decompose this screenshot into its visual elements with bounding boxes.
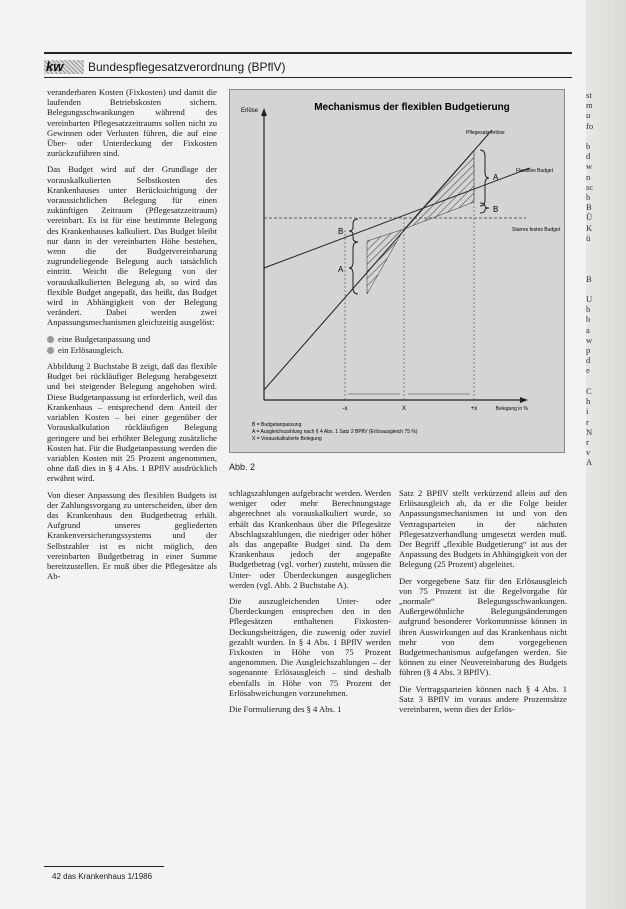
budget-mechanism-diagram [230, 90, 564, 452]
paragraph: Die Formulierung des § 4 Abs. 1 [229, 704, 342, 715]
x-axis-label: Belegung in % [495, 406, 528, 412]
right-column [399, 488, 567, 720]
legend-item: A = Ausgleichszahlung nach § 4 Abs. 1 Satz 2 BPflV (Erlösausgleich 75 %) [252, 429, 418, 435]
paragraph: Die Vertragsparteien können nach § 4 Abs. 1 Satz 3 BPflV im voraus andere Prozentsätze vereinbaren, wenn dies der Erlös- [399, 683, 567, 715]
bullet-item: ein Erlösausgleich. [47, 345, 217, 355]
adjacent-page-line [586, 243, 612, 253]
adjacent-page-line: b [586, 314, 591, 325]
label-pflegesatzerloese: Pflegesatz-erlöse [466, 130, 505, 136]
adjacent-page-text [586, 90, 612, 468]
adjacent-page-line [586, 284, 612, 294]
paragraph: schlagszahlungen aufgebracht werden. Werden weniger oder mehr Berechnungstage abgerechnet als vorauskalkuliert wurde, so erhält das Krankenhaus über die Pflegesätze Abschlagszahlungen, die niedriger oder höher als das angepaßte Budget sind. Da dem Krankenhaus jedoch der angepaßte Budgetbetrag (vgl. vorher) zusteht, müssen die Unter- oder Überdeckungen ausgeglichen werden (vgl. Abb. 2 Buchstabe A). [229, 488, 391, 590]
paragraph: Abbildung 2 Buchstabe B zeigt, daß das flexible Budget bei rückläufiger Belegung herabgesetzt und bei steigender Belegung angehoben wird. Diese Budgetanpassung ist erforderlich, weil das Krankenhaus – entsprechend dem Anteil der variablen Kosten – bei einer gegenüber der Vorauskalkulation rückläufigen Belegung geringere und bei erhöhter Belegung zusätzliche Kosten hat. Für die Budgetanpassung werden die variablen Kosten mit 25 Prozent angenommen, ohne daß dies in § 4 Abs. 1 BPflV ausdrücklich erwähnt wird. [47, 361, 217, 484]
adjacent-page-line: b [586, 141, 591, 152]
adjacent-page-line: r [586, 436, 589, 447]
label-b-left: B [338, 227, 344, 236]
adjacent-page-line: w [586, 334, 593, 345]
adjacent-page-line: B [586, 202, 592, 213]
adjacent-page-line: st [586, 90, 592, 100]
x-tick-label: X [401, 406, 407, 412]
adjacent-page-line: Ü [586, 212, 593, 223]
left-column [47, 87, 217, 587]
adjacent-page-line: N [586, 426, 593, 437]
middle-column [229, 488, 391, 720]
header-top-rule [44, 52, 572, 54]
label-b-right: B [493, 205, 499, 214]
label-a-left: A [338, 265, 344, 274]
bullet-item: eine Budgetanpassung und [47, 334, 217, 344]
adjacent-page-line: r [586, 416, 589, 427]
header-bottom-rule [44, 77, 572, 78]
label-a-right: A [493, 173, 499, 182]
adjacent-page-line: A [586, 457, 593, 468]
adjacent-page-line: d [586, 355, 591, 366]
adjacent-page-line: b [586, 304, 591, 315]
footer-rule [44, 866, 164, 867]
adjacent-page-line: a [586, 324, 590, 335]
adjacent-page-line: B [586, 273, 592, 284]
adjacent-page-line [586, 376, 612, 386]
bullet-icon [47, 347, 54, 354]
bullet-icon [47, 336, 54, 343]
adjacent-page-line [586, 253, 612, 263]
adjacent-page-line: v [586, 447, 591, 458]
adjacent-page-line: U [586, 294, 593, 305]
page-footer: 42 das Krankenhaus 1/1986 [52, 872, 153, 881]
label-flexibles-budget: Flexibles Budget [516, 168, 553, 174]
header-title: Bundespflegesatzverordnung (BPflV) [88, 60, 286, 74]
adjacent-page-line: d [586, 151, 591, 162]
paragraph: Die auszugleichenden Unter- oder Überdeckungen entsprechen den in den Pflegesätzen enthaltenen Fixkosten-Deckungsbeiträgen, die zuwenig oder zuviel gezahlt wurden. In § 4 Abs. 1 BPflV werden Fixkosten in Höhe von 75 Prozent angenommen. Die Ausgleichszahlungen – der sogenannte Erlösausgleich – sind deshalb ebenfalls in Höhe von 75 Prozent der Erlösabweichungen vorzunehmen. [229, 596, 391, 698]
paragraph: Satz 2 BPflV stellt verkürzend allein auf den Erlösausgleich ab, da er die Folge beider Anpassungsmechanismen ist und von den Vertragsparteien in der nächsten Pflegesatzverhandlung umgesetzt werden muß. Der Begriff „flexible Budgetierung“ ist aus der Anpassung des Budgets in Abhängigkeit von der Belegung (25 Prozent) abgeleitet. [399, 488, 567, 570]
label-starres-budget: Starres festes Budget [512, 227, 561, 233]
diagram-title: Mechanismus der flexiblen Budgetierung [314, 102, 510, 113]
adjacent-page-line: m [586, 100, 593, 111]
figure-caption: Abb. 2 [229, 462, 256, 472]
y-axis-label: Erlöse [240, 108, 258, 114]
adjacent-page-line: i [586, 406, 589, 417]
adjacent-page-line [586, 131, 612, 141]
adjacent-page-line [586, 263, 612, 273]
hatched-area-right [404, 150, 474, 229]
adjacent-page-line: w [586, 161, 593, 172]
paragraph: veranderbaren Kosten (Fixkosten) und damit die laufenden Betriebskosten sichern. Belegungsschwankungen während des vereinbarten Pflegesatzzeitraums sollen nicht zu Gewinnen oder Verlusten führen, die auf eine Über- oder Unterdeckung der Fixkosten zurückzuführen sind. [47, 87, 217, 159]
adjacent-page-line: sc [586, 181, 594, 192]
hatched-area-left [367, 229, 404, 294]
x-tick-label: +x [470, 406, 478, 412]
paragraph: Von dieser Anpassung des flexiblen Budgets ist der Zahlungsvorgang zu unterscheiden, über den das Krankenhaus den Budgetbetrag erhält. Aufgrund unseres gegliederten Krankenversicherungssystems und der Selbstzahler ist es nicht möglich, den vereinbarten Budgetbetrag in einer Summe bereitzustellen. Er muß über die Pflegesätze als Ab- [47, 489, 217, 582]
legend-item: X = Vorauskalkulierte Belegung [252, 436, 322, 442]
figure-2 [229, 89, 565, 453]
adjacent-page-line: n [586, 171, 591, 182]
journal-logo: kw [44, 60, 84, 74]
paragraph: Der vorgegebene Satz für den Erlösausgleich von 75 Prozent ist die Regelvorgabe für „normale“ Belegungsschwankungen. Außergewöhnliche Belegungsänderungen aufgrund besonderer Vorkommnisse können in ihren Auswirkungen auf das Krankenhaus nicht mehr von dem vorgegebenen Budgetmechanismus aufgefangen werden. Sie können zu einer Neuvereinbarung des Budgets führen (§ 4 Abs. 3 BPflV). [399, 575, 567, 678]
adjacent-page-line: C [586, 385, 592, 396]
adjacent-page-line: e [586, 365, 590, 376]
x-tick-label: -x [342, 406, 348, 412]
adjacent-page-line: u [586, 110, 591, 121]
adjacent-page-line: fo [586, 120, 594, 131]
adjacent-page-line: K [586, 222, 593, 233]
adjacent-page-line: p [586, 345, 591, 356]
adjacent-page-line: b [586, 192, 591, 203]
legend-item: B = Budgetanpassung [252, 422, 302, 428]
adjacent-page-line: h [586, 396, 591, 407]
paragraph: Das Budget wird auf der Grundlage der vorauskalkulierten Selbstkosten des Krankenhauses unter Berücksichtigung der voraussichtlichen Belegung für einen zukünftigen Zeitraum (Pflegesatzzeitraum) vereinbart. Es ist für eine bestimmte Belegung des Krankenhauses kalkuliert. Das Budget bleibt nur dann in der vereinbarten Höhe bestehen, wenn die der Budgetvereinbarung zugrundeliegende Belegung auch tatsächlich eintritt. Weicht die Belegung von der vorauskalkulierten Belegung ab, so wird das flexible Budget angepaßt, das heißt, das Budget wird in Abhängigkeit von der Belegung verändert. Dabei werden zwei Anpassungsmechanismen gleichzeitig ausgelöst: [47, 164, 217, 328]
adjacent-page-line: ü [586, 232, 591, 243]
